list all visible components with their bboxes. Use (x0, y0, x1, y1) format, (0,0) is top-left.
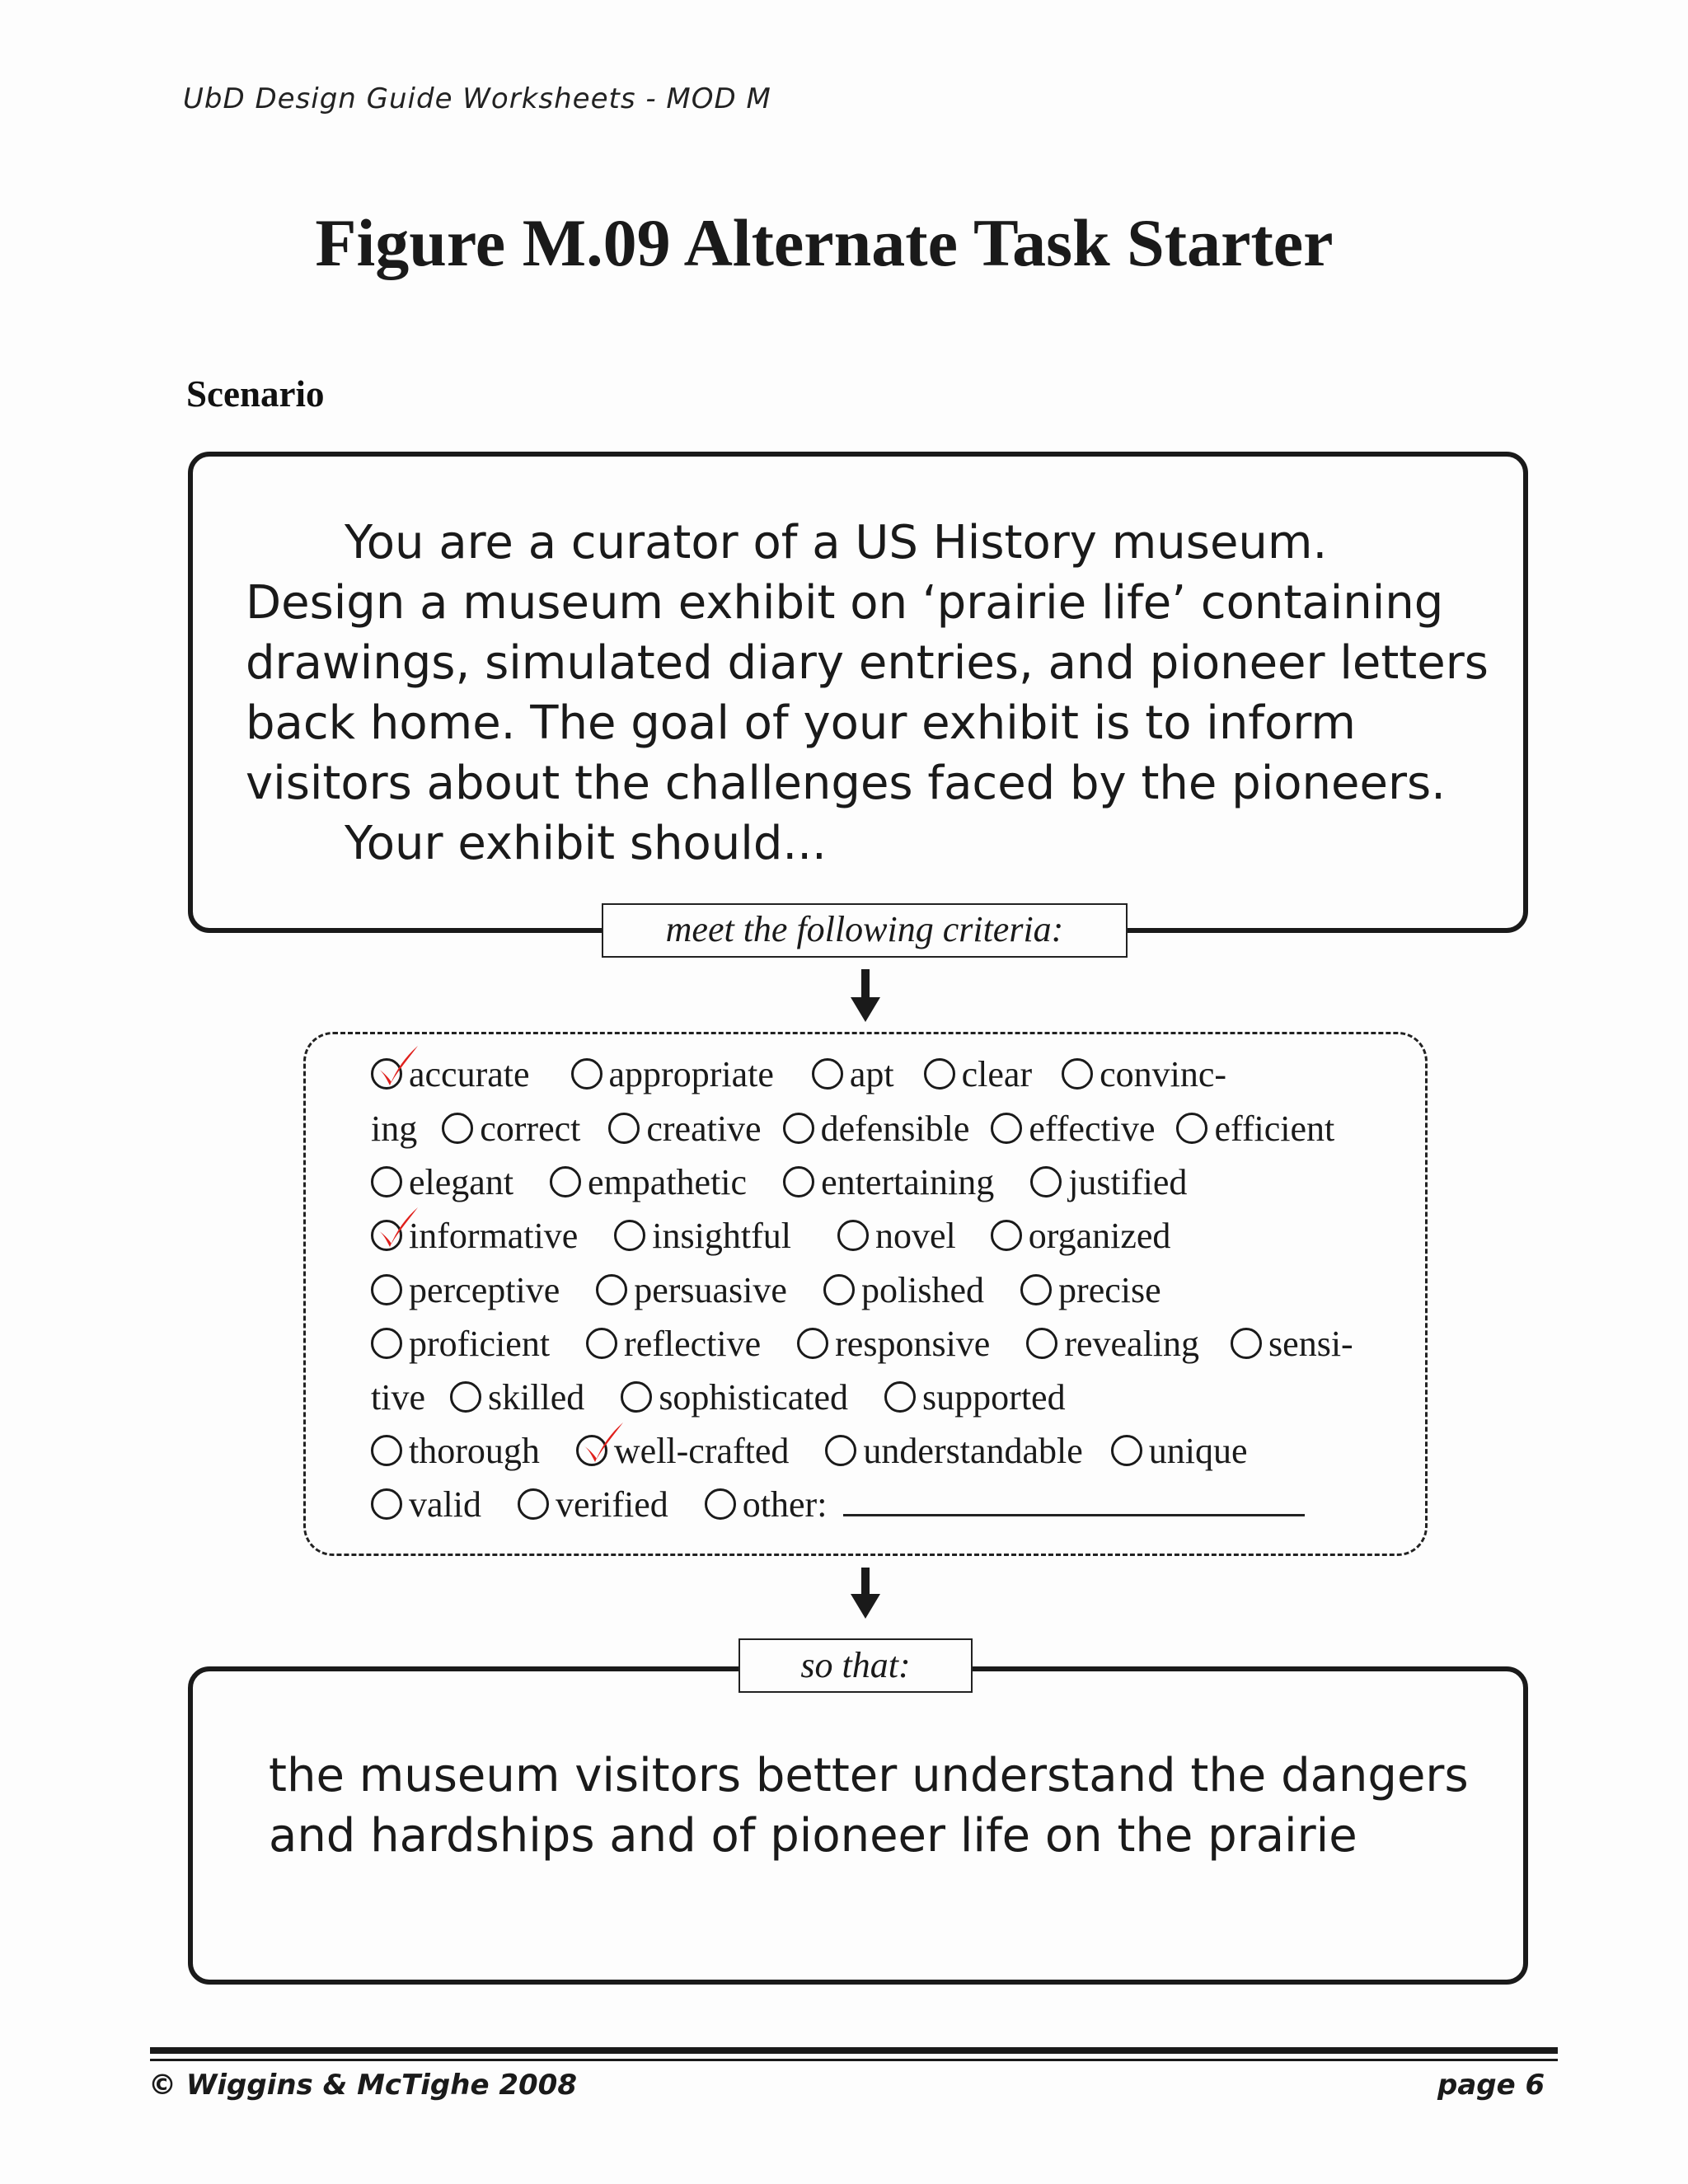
so-that-text (269, 1746, 1469, 1866)
scenario-box (188, 452, 1528, 933)
criteria-label: well-crafted (613, 1431, 790, 1471)
empty-circle-icon[interactable] (884, 1381, 916, 1413)
criteria-label: apt (849, 1054, 894, 1094)
criteria-label: clear (961, 1054, 1033, 1094)
scenario-line: visitors about the challenges faced by the pioneers. (246, 757, 1446, 810)
down-arrow-icon (849, 969, 882, 1025)
criteria-option[interactable] (1030, 1162, 1187, 1202)
running-header: UbD Design Guide Worksheets - MOD M (183, 82, 771, 115)
criteria-label: efficient (1214, 1108, 1335, 1149)
empty-circle-icon[interactable] (571, 1058, 603, 1090)
criteria-label: correct (480, 1108, 581, 1149)
criteria-label: convinc- (1100, 1054, 1227, 1094)
criteria-label: unique (1148, 1431, 1248, 1471)
criteria-label: organized (1028, 1216, 1171, 1256)
criteria-option[interactable] (1026, 1324, 1199, 1364)
empty-circle-icon[interactable] (991, 1220, 1022, 1251)
check-mark-icon (373, 1206, 420, 1252)
criteria-label: supported (922, 1377, 1066, 1418)
criteria-option[interactable] (571, 1054, 774, 1094)
criteria-label: skilled (487, 1377, 585, 1418)
so-that-tag: so that: (738, 1638, 973, 1693)
criteria-label: entertaining (821, 1162, 995, 1202)
empty-circle-icon[interactable] (608, 1113, 640, 1144)
empty-circle-icon[interactable] (812, 1058, 843, 1090)
footer-rule (150, 2047, 1558, 2054)
criteria-label: justified (1068, 1162, 1188, 1202)
empty-circle-icon[interactable] (1062, 1058, 1093, 1090)
footer-rule (150, 2059, 1558, 2061)
empty-circle-icon[interactable] (823, 1274, 855, 1305)
check-mark-icon (373, 1044, 420, 1090)
down-arrow-icon (849, 1568, 882, 1622)
criteria-label: empathetic (588, 1162, 748, 1202)
criteria-option[interactable] (812, 1054, 894, 1094)
criteria-option[interactable] (371, 1270, 560, 1310)
criteria-label: novel (874, 1216, 956, 1256)
empty-circle-icon[interactable] (783, 1166, 814, 1197)
empty-circle-icon[interactable] (596, 1274, 627, 1305)
criteria-option[interactable] (783, 1162, 994, 1202)
criteria-tag: meet the following criteria: (602, 903, 1128, 958)
so-that-line: and hardships and of pioneer life on the prairie (269, 1809, 1357, 1863)
criteria-option[interactable] (371, 1484, 481, 1525)
criteria-option[interactable] (924, 1054, 1032, 1094)
empty-circle-icon[interactable] (705, 1488, 736, 1520)
scenario-label: Scenario (186, 373, 325, 415)
criteria-label: revealing (1064, 1324, 1200, 1364)
empty-circle-icon[interactable] (991, 1113, 1022, 1144)
criteria-option[interactable] (1231, 1324, 1353, 1364)
criteria-option[interactable] (371, 1324, 550, 1364)
criteria-label: ing (371, 1108, 418, 1149)
criteria-option[interactable] (705, 1484, 828, 1525)
criteria-label: defensible (820, 1108, 970, 1149)
scenario-line: drawings, simulated diary entries, and pioneer letters (246, 636, 1489, 690)
scenario-line: back home. The goal of your exhibit is to inform (246, 696, 1356, 750)
criteria-option[interactable] (550, 1162, 747, 1202)
criteria-label: perceptive (409, 1270, 560, 1310)
criteria-label: thorough (409, 1431, 540, 1471)
empty-circle-icon[interactable] (518, 1488, 549, 1520)
criteria-option[interactable] (1111, 1431, 1248, 1471)
criteria-label: creative (646, 1108, 762, 1149)
empty-circle-icon[interactable] (837, 1220, 869, 1251)
criteria-label: valid (409, 1484, 481, 1525)
criteria-option[interactable] (991, 1108, 1155, 1149)
criteria-option[interactable] (371, 1216, 578, 1256)
other-input-line[interactable] (843, 1492, 1305, 1516)
criteria-row (371, 1053, 1226, 1095)
criteria-option[interactable] (884, 1377, 1066, 1418)
criteria-option[interactable] (442, 1108, 580, 1149)
criteria-option[interactable] (797, 1324, 990, 1364)
criteria-option[interactable] (991, 1216, 1171, 1256)
scenario-text (246, 513, 1489, 874)
empty-circle-icon[interactable] (783, 1113, 814, 1144)
criteria-label: sophisticated (659, 1377, 849, 1418)
criteria-row (371, 1483, 1305, 1526)
criteria-label: insightful (652, 1216, 791, 1256)
empty-circle-icon[interactable] (371, 1166, 402, 1197)
scenario-line: Design a museum exhibit on ‘prairie life’ containing (246, 576, 1444, 630)
criteria-option[interactable] (371, 1431, 540, 1471)
scenario-line: Your exhibit should... (345, 817, 827, 870)
criteria-option[interactable] (825, 1431, 1082, 1471)
figure-title: Figure M.09 Alternate Task Starter (315, 205, 1334, 280)
empty-circle-icon[interactable] (586, 1328, 617, 1359)
empty-circle-icon[interactable] (371, 1328, 402, 1359)
empty-circle-icon[interactable] (1026, 1328, 1057, 1359)
criteria-option[interactable] (586, 1324, 761, 1364)
checked-circle-icon[interactable] (576, 1435, 607, 1466)
empty-circle-icon[interactable] (371, 1488, 402, 1520)
checked-circle-icon[interactable] (371, 1058, 402, 1090)
criteria-label: effective (1029, 1108, 1156, 1149)
criteria-option[interactable] (837, 1216, 956, 1256)
so-that-line: the museum visitors better understand the dangers (269, 1749, 1469, 1802)
criteria-option[interactable] (518, 1484, 668, 1525)
criteria-label: reflective (624, 1324, 762, 1364)
criteria-option[interactable] (608, 1108, 761, 1149)
criteria-label: responsive (835, 1324, 991, 1364)
empty-circle-icon[interactable] (924, 1058, 955, 1090)
criteria-row (371, 1430, 1248, 1472)
criteria-option[interactable] (614, 1216, 791, 1256)
criteria-option[interactable] (596, 1270, 787, 1310)
criteria-option[interactable] (450, 1377, 584, 1418)
criteria-option[interactable] (823, 1270, 984, 1310)
empty-circle-icon[interactable] (1020, 1274, 1052, 1305)
empty-circle-icon[interactable] (371, 1435, 402, 1466)
empty-circle-icon[interactable] (1030, 1166, 1062, 1197)
copyright: © Wiggins & McTighe 2008 (148, 2069, 577, 2102)
criteria-option[interactable] (371, 1054, 530, 1094)
empty-circle-icon[interactable] (614, 1220, 645, 1251)
criteria-option[interactable] (1062, 1054, 1226, 1094)
empty-circle-icon[interactable] (442, 1113, 473, 1144)
so-that-box (188, 1666, 1528, 1985)
page-number: page 6 (1437, 2069, 1545, 2102)
criteria-label: other: (742, 1484, 828, 1525)
empty-circle-icon[interactable] (825, 1435, 856, 1466)
checked-circle-icon[interactable] (371, 1220, 402, 1251)
empty-circle-icon[interactable] (1231, 1328, 1262, 1359)
empty-circle-icon[interactable] (450, 1381, 481, 1413)
criteria-label: tive (371, 1377, 425, 1418)
criteria-label: elegant (409, 1162, 514, 1202)
criteria-label: precise (1058, 1270, 1161, 1310)
empty-circle-icon[interactable] (550, 1166, 581, 1197)
criteria-label: proficient (409, 1324, 551, 1364)
empty-circle-icon[interactable] (371, 1274, 402, 1305)
criteria-option[interactable] (621, 1377, 848, 1418)
criteria-label: verified (555, 1484, 668, 1525)
criteria-option[interactable] (1176, 1108, 1334, 1149)
empty-circle-icon[interactable] (621, 1381, 652, 1413)
criteria-row (371, 1161, 1187, 1203)
criteria-option[interactable] (1020, 1270, 1161, 1310)
criteria-option[interactable] (371, 1162, 513, 1202)
criteria-label: polished (860, 1270, 985, 1310)
criteria-label: sensi- (1268, 1324, 1353, 1364)
scenario-line: You are a curator of a US History museum. (345, 516, 1328, 569)
criteria-label: accurate (409, 1054, 530, 1094)
criteria-option[interactable] (576, 1431, 790, 1471)
criteria-label: informative (409, 1216, 579, 1256)
criteria-label: persuasive (634, 1270, 787, 1310)
criteria-row (371, 1269, 1161, 1311)
criteria-row (371, 1215, 1170, 1257)
criteria-label: appropriate (608, 1054, 774, 1094)
criteria-label: understandable (863, 1431, 1083, 1471)
criteria-row (371, 1376, 1066, 1418)
empty-circle-icon[interactable] (797, 1328, 828, 1359)
empty-circle-icon[interactable] (1176, 1113, 1207, 1144)
empty-circle-icon[interactable] (1111, 1435, 1142, 1466)
criteria-row (371, 1108, 1334, 1150)
check-mark-icon (579, 1421, 625, 1467)
criteria-row (371, 1323, 1353, 1365)
criteria-option[interactable] (783, 1108, 970, 1149)
